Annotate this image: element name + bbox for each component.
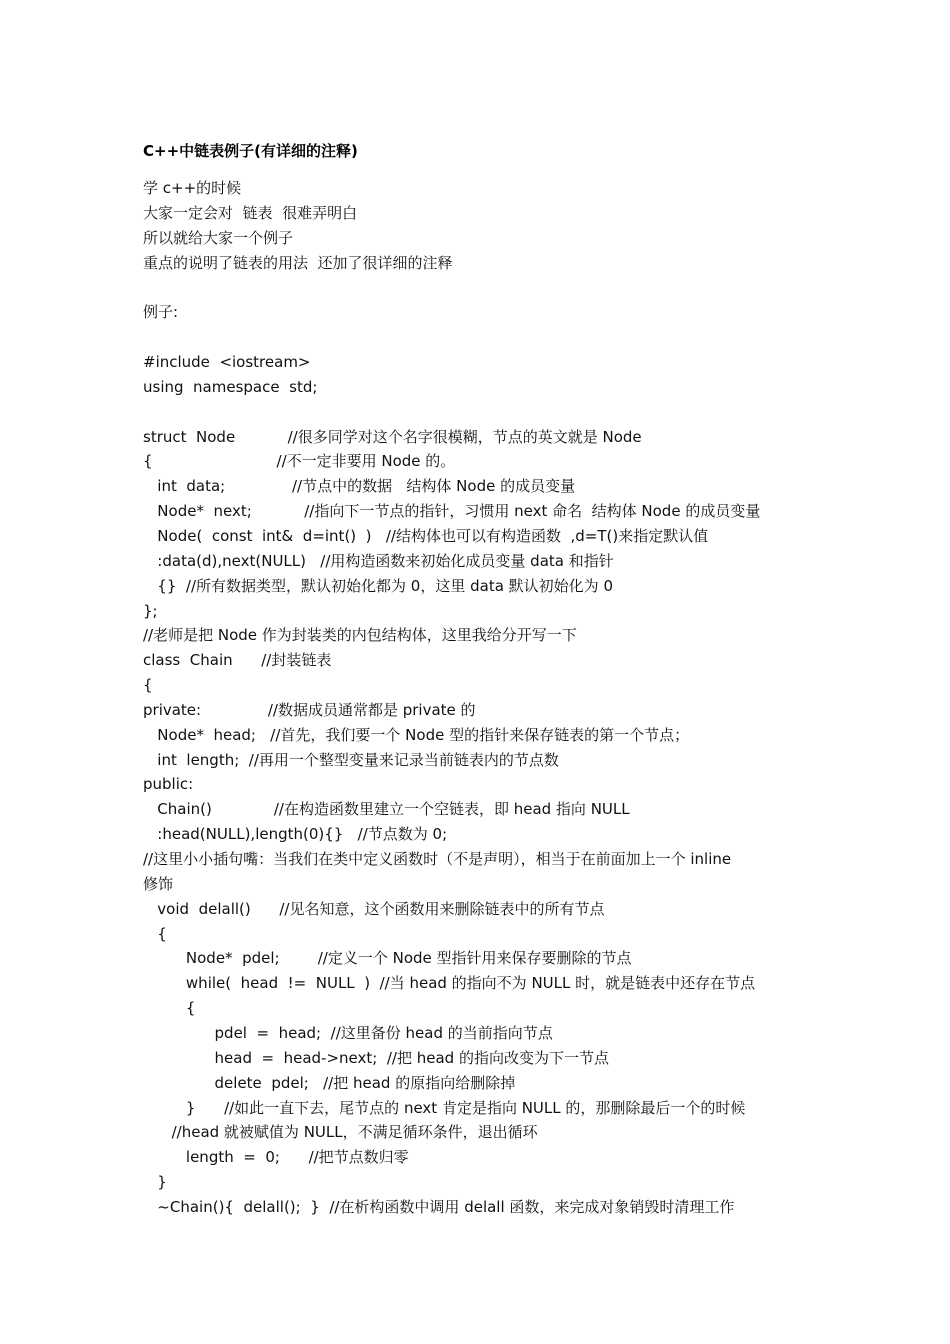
text-line: while( head != NULL ) //当 head 的指向不为 NULL 时，就是链表中还存在节点 [143, 974, 756, 993]
text-line: Node* pdel; //定义一个 Node 型指针用来保存要删除的节点 [143, 949, 632, 968]
text-line: 大家一定会对 链表 很难弄明白 [143, 203, 358, 222]
text-line: Node( const int& d=int() ) //结构体也可以有构造函数 ,d=T()来指定默认值 [143, 526, 709, 545]
text-line: :data(d),next(NULL) //用构造函数来初始化成员变量 data 和指针 [143, 551, 614, 570]
text-line: int data; //节点中的数据 结构体 Node 的成员变量 [143, 477, 576, 496]
text-line: public: [143, 775, 194, 794]
text-line: length = 0; //把节点数归零 [143, 1148, 409, 1167]
text-line: {} //所有数据类型，默认初始化都为 0，这里 data 默认初始化为 0 [143, 576, 613, 595]
text-line: ~Chain(){ delall(); } //在析构函数中调用 delall 函数，来完成对象销毁时清理工作 [143, 1197, 735, 1216]
text-line: 重点的说明了链表的用法 还加了很详细的注释 [143, 253, 453, 272]
text-line: delete pdel; //把 head 的原指向给删除掉 [143, 1073, 516, 1092]
text-line: private: //数据成员通常都是 private 的 [143, 700, 476, 719]
text-line: }; [143, 601, 158, 620]
text-line: 例子: [143, 303, 179, 322]
text-line: } [143, 1173, 167, 1191]
text-line: class Chain //封装链表 [143, 651, 332, 670]
text-line: } //如此一直下去，尾节点的 next 肯定是指向 NULL 的，那删除最后一个的时候 [143, 1098, 746, 1117]
text-line: void delall() //见名知意，这个函数用来删除链表中的所有节点 [143, 899, 605, 918]
text-line: 学 c++的时候 [143, 179, 242, 197]
text-line: { [143, 999, 196, 1018]
document-title: C++中链表例子(有详细的注释) [143, 142, 358, 160]
text-line: #include <iostream> [143, 353, 311, 371]
text-line: Node* head; //首先，我们要一个 Node 型的指针来保存链表的第一个节点； [143, 725, 690, 744]
text-line: Node* next; //指向下一节点的指针，习惯用 next 命名 结构体 Node 的成员变量 [143, 502, 761, 521]
text-line: int length; //再用一个整型变量来记录当前链表内的节点数 [143, 750, 559, 769]
text-line: 修饰 [143, 874, 174, 893]
text-line: //head 就被赋值为 NULL，不满足循环条件，退出循环 [143, 1123, 538, 1142]
text-line: struct Node //很多同学对这个名字很模糊，节点的英文就是 Node [143, 427, 642, 446]
text-line: Chain() //在构造函数里建立一个空链表，即 head 指向 NULL [143, 800, 630, 819]
text-line: pdel = head; //这里备份 head 的当前指向节点 [143, 1023, 553, 1042]
text-line: { [143, 676, 153, 694]
text-line: //老师是把 Node 作为封装类的内包结构体，这里我给分开写一下 [143, 626, 577, 645]
text-line: { //不一定非要用 Node 的。 [143, 452, 456, 471]
text-line: head = head->next; //把 head 的指向改变为下一节点 [143, 1048, 609, 1067]
text-line: //这里小小插句嘴：当我们在类中定义函数时（不是声明），相当于在前面加上一个 inline [143, 850, 732, 868]
text-line: :head(NULL),length(0){} //节点数为 0; [143, 825, 448, 844]
text-line: using namespace std; [143, 377, 318, 396]
text-line: 所以就给大家一个例子 [143, 228, 294, 247]
text-line: { [143, 924, 167, 943]
